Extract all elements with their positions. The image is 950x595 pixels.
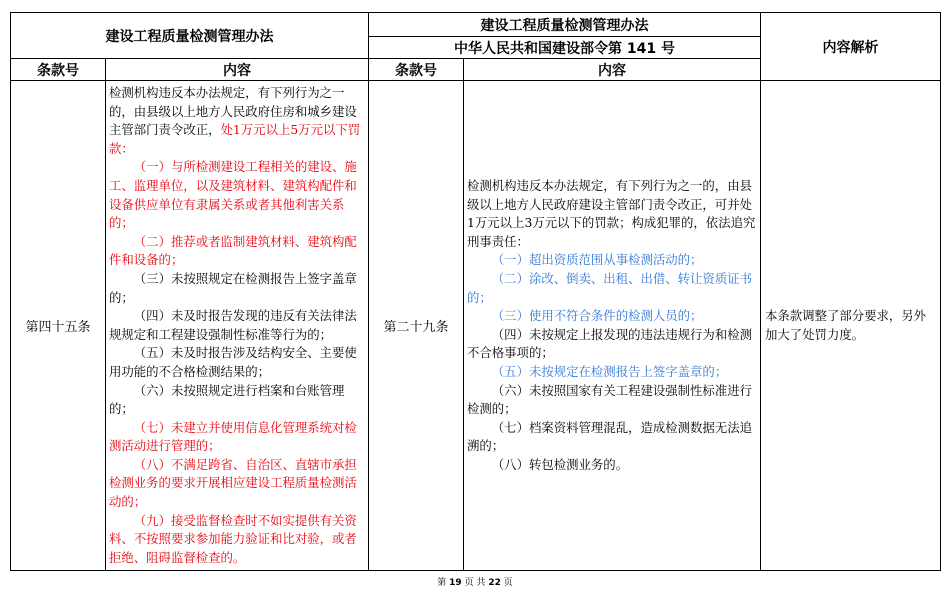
- new-clause-item-1: （一）与所检测建设工程相关的建设、施工、监理单位，以及建筑材料、建筑构配件和设备供应单位有隶属关系或者其他利害关系的；: [109, 159, 357, 231]
- footer-prefix: 第: [437, 578, 447, 588]
- old-clause-items: [467, 251, 757, 474]
- new-clause-item-6: （六）未按照规定进行档案和台账管理的；: [109, 382, 345, 417]
- new-clause-item-5: （五）未及时报告涉及结构安全、主要使用功能的不合格检测结果的；: [109, 345, 357, 379]
- analysis-text: 本条款调整了部分要求，另外加大了处罚力度。: [761, 81, 941, 571]
- old-regulation-decree: 中华人民共和国建设部令第 141 号: [369, 37, 761, 59]
- old-clause-number: 第二十九条: [369, 81, 464, 571]
- old-clause-item-4: （四）未按规定上报发现的违法违规行为和检测不合格事项的；: [467, 326, 752, 361]
- old-clause-item-8: （八）转包检测业务的。: [491, 456, 629, 472]
- new-clause-column-header: 条款号: [11, 59, 106, 81]
- new-clause-item-9: （九）接受监督检查时不如实提供有关资料、不按照要求参加能力验证和比对验，或者拒绝、阻碍监督检查的。: [109, 512, 357, 565]
- old-clause-item-2: （二）涂改、倒卖、出租、出借、转让资质证书的；: [467, 270, 752, 305]
- old-clause-content: [464, 81, 761, 571]
- new-clause-item-8: （八）不满足跨省、自治区、直辖市承担检测业务的要求开展相应建设工程质量检测活动的；: [109, 456, 357, 510]
- old-clause-item-7: （七）档案资料管理混乱，造成检测数据无法追溯的；: [467, 419, 752, 454]
- new-clause-items: [109, 158, 365, 567]
- new-clause-item-2: （二）推荐或者监制建筑材料、建筑构配件和设备的；: [109, 233, 357, 268]
- new-clause-item-3: （三）未按照规定在检测报告上签字盖章的；: [109, 270, 357, 305]
- page-footer: [0, 575, 950, 588]
- new-clause-item-4: （四）未及时报告发现的违反有关法律法规规定和工程建设强制性标准等行为的；: [109, 308, 357, 342]
- new-clause-item-7: （七）未建立并使用信息化管理系统对检测活动进行管理的；: [109, 419, 357, 454]
- new-clause-content: [106, 81, 369, 571]
- footer-total-pages: 22: [488, 578, 501, 588]
- old-clause-item-5: （五）未按规定在检测报告上签字盖章的；: [491, 363, 728, 379]
- new-regulation-title: 建设工程质量检测管理办法: [11, 13, 369, 59]
- old-clause-item-6: （六）未按照国家有关工程建设强制性标准进行检测的；: [467, 382, 752, 417]
- old-clause-intro: 检测机构违反本办法规定，有下列行为之一的，由县级以上地方人民政府建设主管部门责令改正，可并处1万元以上3万元以下的罚款；构成犯罪的，依法追究刑事责任：: [467, 177, 756, 249]
- old-regulation-title: 建设工程质量检测管理办法: [369, 13, 761, 37]
- new-content-column-header: 内容: [106, 59, 369, 81]
- old-content-column-header: 内容: [464, 59, 761, 81]
- footer-page-number: 19: [449, 578, 462, 588]
- old-clause-item-3: （三）使用不符合条件的检测人员的；: [491, 308, 703, 324]
- new-clause-intro: [109, 84, 365, 158]
- new-intro-text: 检测机构违反本办法规定，有下列行为之一的，由县级以上地方人民政府住房和城乡建设主管部门责令改正，: [109, 85, 357, 138]
- new-clause-number: 第四十五条: [11, 81, 106, 571]
- footer-middle: 页 共: [464, 578, 486, 588]
- footer-suffix: 页: [503, 578, 513, 588]
- old-clause-column-header: 条款号: [369, 59, 464, 81]
- old-clause-item-1: （一）超出资质范围从事检测活动的；: [491, 252, 703, 268]
- analysis-header: 内容解析: [761, 13, 941, 81]
- comparison-table: [10, 12, 941, 571]
- new-intro-penalty: 处1万元以上5万元以下罚款：: [109, 122, 361, 156]
